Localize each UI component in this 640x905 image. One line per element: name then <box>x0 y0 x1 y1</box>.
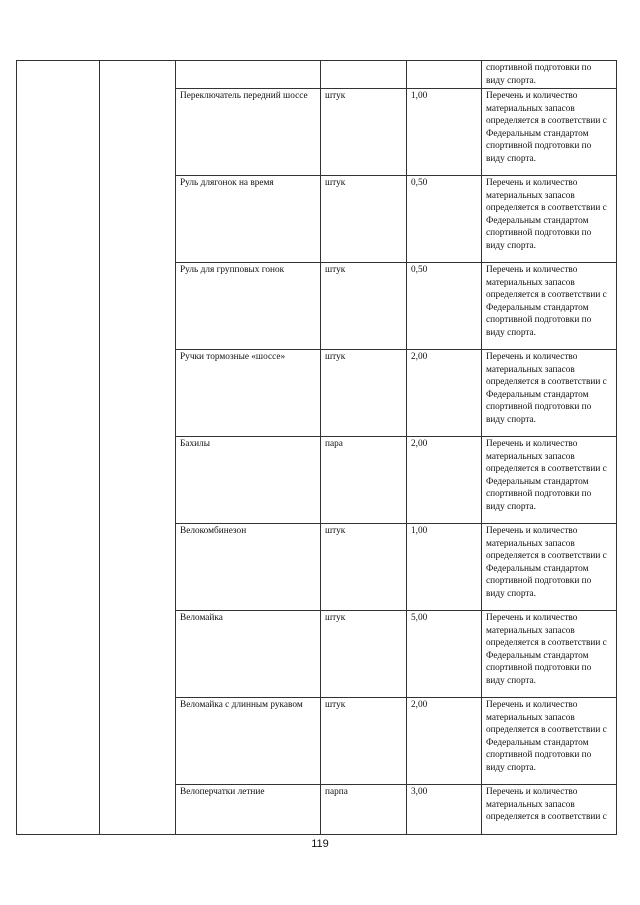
unit-cell: штук <box>321 524 407 611</box>
quantity-cell: 1,00 <box>407 524 482 611</box>
note-cell: спортивной подготовки по виду спорта. <box>482 61 617 89</box>
quantity-cell: 2,00 <box>407 350 482 437</box>
unit-cell: пара <box>321 437 407 524</box>
quantity-cell: 0,50 <box>407 176 482 263</box>
item-name-cell: Руль для групповых гонок <box>176 263 321 350</box>
unit-cell: штук <box>321 89 407 176</box>
quantity-cell <box>407 61 482 89</box>
item-name-cell: Ручки тормозные «шоссе» <box>176 350 321 437</box>
note-cell: Перечень и количество материальных запасов определяется в соответствии с Федеральным стандартом спортивной подготовки по виду спорта. <box>482 524 617 611</box>
quantity-cell: 1,00 <box>407 89 482 176</box>
equipment-table <box>16 60 617 835</box>
unit-cell: штук <box>321 611 407 698</box>
unit-cell: штук <box>321 350 407 437</box>
unit-cell: штук <box>321 176 407 263</box>
page-number: 119 <box>311 838 329 850</box>
item-name-cell: Велокомбинезон <box>176 524 321 611</box>
unit-cell: штук <box>321 263 407 350</box>
note-cell: Перечень и количество материальных запасов определяется в соответствии с Федеральным стандартом спортивной подготовки по виду спорта. <box>482 350 617 437</box>
item-name-cell: Переключатель передний шоссе <box>176 89 321 176</box>
merged-column-2 <box>100 61 176 835</box>
quantity-cell: 3,00 <box>407 785 482 835</box>
item-name-cell: Веломайка <box>176 611 321 698</box>
quantity-cell: 5,00 <box>407 611 482 698</box>
item-name-cell <box>176 61 321 89</box>
table-row <box>17 61 617 89</box>
item-name-cell: Веломайка с длинным рукавом <box>176 698 321 785</box>
unit-cell: парпа <box>321 785 407 835</box>
item-name-cell: Велоперчатки летние <box>176 785 321 835</box>
quantity-cell: 2,00 <box>407 437 482 524</box>
unit-cell <box>321 61 407 89</box>
note-cell: Перечень и количество материальных запасов определяется в соответствии с Федеральным стандартом спортивной подготовки по виду спорта. <box>482 176 617 263</box>
note-cell: Перечень и количество материальных запасов определяется в соответствии с Федеральным стандартом спортивной подготовки по виду спорта. <box>482 611 617 698</box>
quantity-cell: 0,50 <box>407 263 482 350</box>
note-cell: Перечень и количество материальных запасов определяется в соответствии с <box>482 785 617 835</box>
note-cell: Перечень и количество материальных запасов определяется в соответствии с Федеральным стандартом спортивной подготовки по виду спорта. <box>482 437 617 524</box>
item-name-cell: Руль длягонок на время <box>176 176 321 263</box>
note-cell: Перечень и количество материальных запасов определяется в соответствии с Федеральным стандартом спортивной подготовки по виду спорта. <box>482 89 617 176</box>
item-name-cell: Бахилы <box>176 437 321 524</box>
note-cell: Перечень и количество материальных запасов определяется в соответствии с Федеральным стандартом спортивной подготовки по виду спорта. <box>482 698 617 785</box>
merged-column-1 <box>17 61 100 835</box>
unit-cell: штук <box>321 698 407 785</box>
quantity-cell: 2,00 <box>407 698 482 785</box>
note-cell: Перечень и количество материальных запасов определяется в соответствии с Федеральным стандартом спортивной подготовки по виду спорта. <box>482 263 617 350</box>
